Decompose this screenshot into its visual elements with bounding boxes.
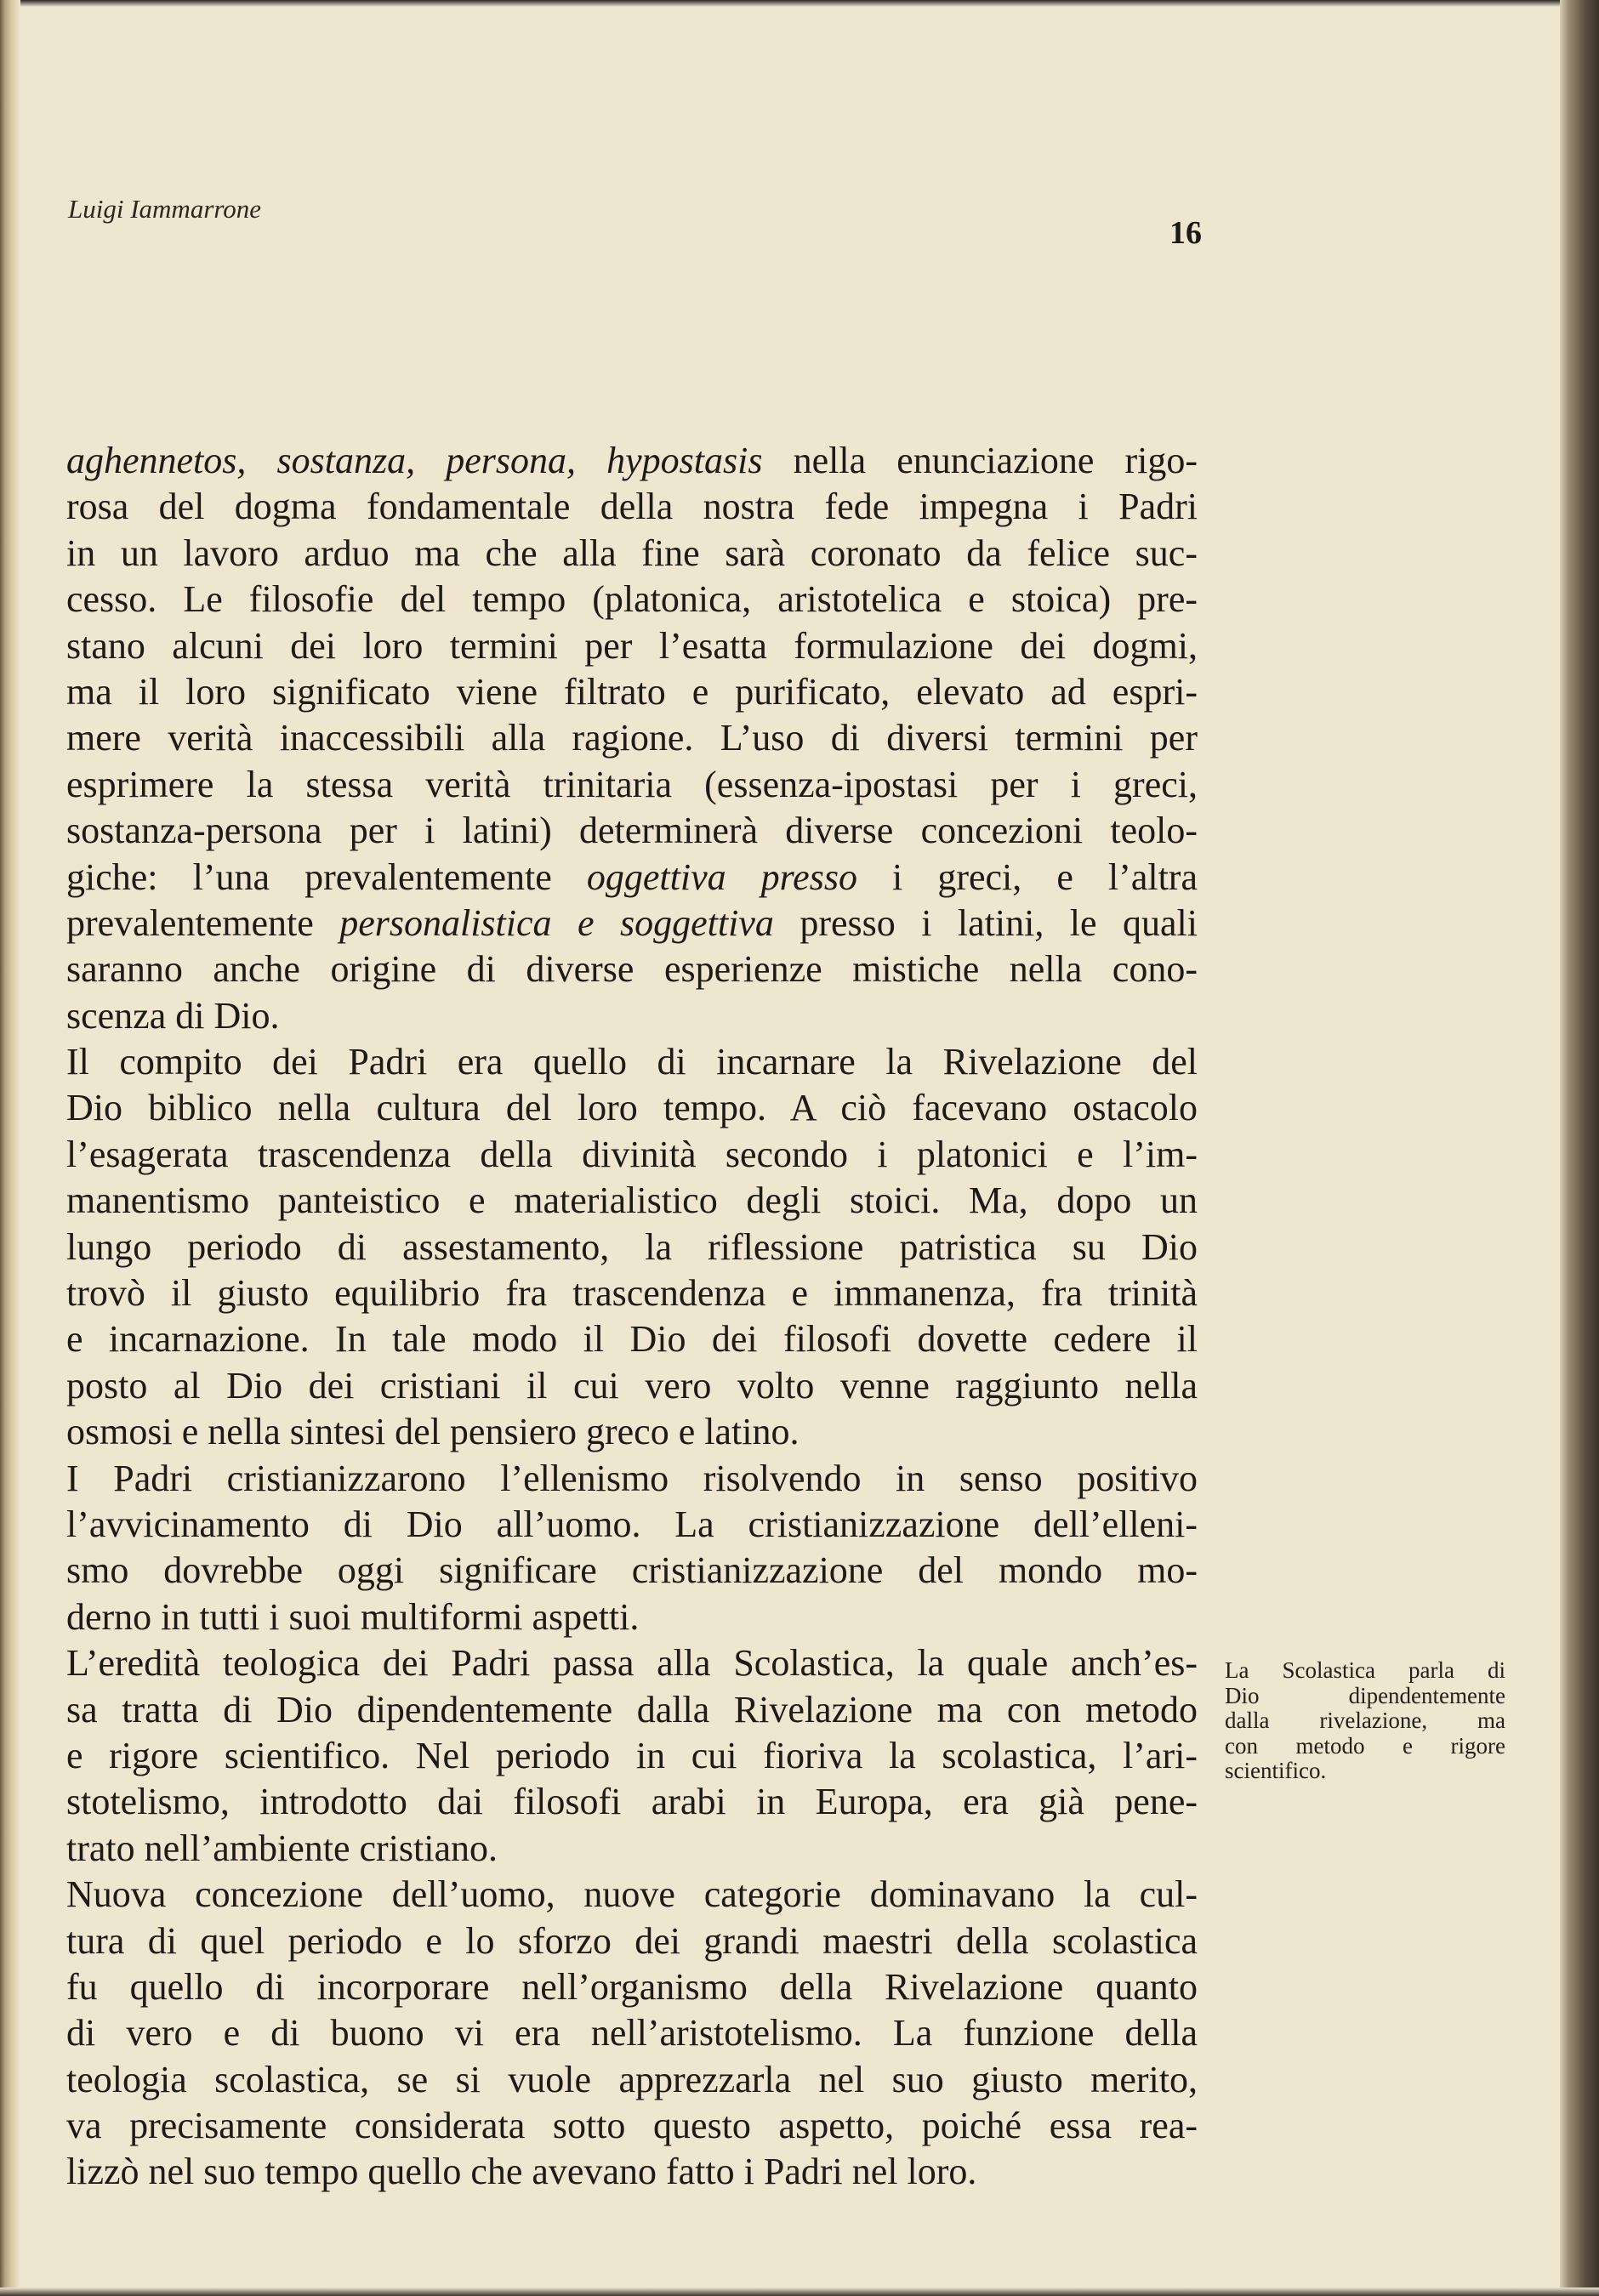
text-segment: I Padri cristianizzarono l’ellenismo risolvendo in senso positivo	[66, 1457, 1198, 1499]
text-segment: teologia scolastica, se si vuole apprezzarla nel suo giusto merito,	[66, 2058, 1198, 2100]
text-line	[66, 762, 1198, 808]
text-line	[66, 1409, 1198, 1455]
text-line	[66, 1039, 1198, 1085]
page-top-edge	[0, 0, 1599, 7]
book-spine-shadow	[0, 0, 20, 2296]
text-segment: va precisamente considerata sotto questo aspetto, poiché essa rea-	[66, 2105, 1198, 2147]
text-segment: scenza di Dio.	[66, 994, 280, 1037]
text-line	[66, 1640, 1198, 1686]
text-segment: stano alcuni dei loro termini per l’esatta formulazione dei dogmi,	[66, 624, 1198, 667]
text-line	[66, 855, 1198, 901]
text-line	[66, 1872, 1198, 1918]
text-segment: lungo periodo di assestamento, la riflessione patristica su Dio	[66, 1225, 1198, 1268]
text-line	[66, 1363, 1198, 1409]
page-bottom-edge	[0, 2287, 1599, 2296]
text-line	[66, 808, 1198, 854]
text-line	[66, 669, 1198, 715]
text-segment: Dio biblico nella cultura del loro tempo. A ciò facevano ostacolo	[66, 1087, 1198, 1129]
text-line	[66, 1594, 1198, 1640]
italic-text-segment: aghennetos, sostanza, persona, hypostasis	[66, 440, 763, 481]
text-line	[66, 1132, 1198, 1178]
text-line	[66, 484, 1198, 530]
page-number: 16	[1169, 215, 1202, 251]
text-segment: nella enunciazione rigo-	[762, 440, 1198, 481]
text-line	[66, 2057, 1198, 2103]
text-segment: Il compito dei Padri era quello di incarnare la Rivelazione del	[66, 1041, 1198, 1083]
text-segment: tura di quel periodo e lo sforzo dei grandi maestri della scolastica	[66, 1919, 1198, 1962]
text-line	[66, 2010, 1198, 2056]
text-line	[66, 946, 1198, 992]
text-segment: l’esagerata trascendenza della divinità secondo i platonici e l’im-	[66, 1133, 1198, 1175]
text-segment: trato nell’ambiente cristiano.	[66, 1827, 498, 1869]
text-segment: rosa del dogma fondamentale della nostra fede impegna i Padri	[66, 486, 1198, 528]
text-segment: ma il loro significato viene filtrato e purificato, elevato ad espri-	[66, 670, 1198, 713]
text-line	[66, 438, 1198, 484]
text-segment: saranno anche origine di diverse esperienze mistiche nella cono-	[66, 948, 1198, 991]
text-line	[66, 715, 1198, 761]
text-segment: sa tratta di Dio dipendentemente dalla Rivelazione ma con metodo	[66, 1688, 1198, 1731]
text-line	[66, 623, 1198, 669]
margin-note-line: con metodo e rigore	[1225, 1732, 1505, 1759]
italic-text-segment: oggettiva presso	[586, 855, 857, 898]
text-segment: prevalentemente	[66, 901, 340, 944]
text-line	[66, 901, 1198, 946]
text-line	[66, 1687, 1198, 1733]
text-segment: in un lavoro arduo ma che alla fine sarà coronato da felice suc-	[66, 531, 1198, 574]
text-line	[66, 531, 1198, 577]
text-segment: fu quello di incorporare nell’organismo della Rivelazione quanto	[66, 1965, 1198, 2008]
text-line	[66, 1225, 1198, 1270]
text-segment: sostanza-persona per i latini) determinerà diverse concezioni teolo-	[66, 810, 1198, 852]
text-line	[66, 1502, 1198, 1548]
margin-note	[1225, 1658, 1505, 1784]
text-segment: L’eredità teologica dei Padri passa alla Scolastica, la quale anch’es-	[66, 1642, 1198, 1685]
text-line	[66, 2103, 1198, 2149]
text-line	[66, 1918, 1198, 1964]
text-segment: derno in tutti i suoi multiformi aspetti.	[66, 1595, 640, 1638]
text-segment: e incarnazione. In tale modo il Dio dei filosofi dovette cedere il	[66, 1318, 1198, 1361]
text-line	[66, 1178, 1198, 1224]
text-segment: manentismo panteistico e materialistico degli stoici. Ma, dopo un	[66, 1179, 1198, 1222]
margin-note-line: dalla rivelazione, ma	[1225, 1708, 1505, 1733]
text-segment: stotelismo, introdotto dai filosofi arabi in Europa, era già pene-	[66, 1781, 1198, 1823]
text-line	[66, 1316, 1198, 1362]
text-line	[66, 2149, 1198, 2195]
text-segment: i greci, e l’altra	[856, 855, 1198, 898]
text-segment: Nuova concezione dell’uomo, nuove categorie dominavano la cul-	[66, 1873, 1198, 1916]
text-segment: posto al Dio dei cristiani il cui vero volto venne raggiunto nella	[66, 1364, 1198, 1407]
text-segment: giche: l’una prevalentemente	[66, 855, 587, 898]
text-line	[66, 577, 1198, 622]
text-line	[66, 1456, 1198, 1502]
text-segment: e rigore scientifico. Nel periodo in cui fioriva la scolastica, l’ari-	[66, 1734, 1198, 1776]
italic-text-segment: personalistica e soggettiva	[339, 901, 774, 944]
text-segment: esprimere la stessa verità trinitaria (essenza-ipostasi per i greci,	[66, 763, 1198, 805]
text-line	[66, 1779, 1198, 1825]
text-segment: osmosi e nella sintesi del pensiero greco e latino.	[66, 1411, 800, 1453]
text-segment: cesso. Le filosofie del tempo (platonica, aristotelica e stoica) pre-	[66, 578, 1198, 621]
text-segment: presso i latini, le quali	[773, 901, 1198, 944]
margin-note-line: scientifico.	[1225, 1758, 1327, 1783]
margin-note-line: Dio dipendentemente	[1225, 1682, 1505, 1708]
text-segment: trovò il giusto equilibrio fra trascendenza e immanenza, fra trinità	[66, 1272, 1198, 1315]
text-segment: mere verità inaccessibili alla ragione. L’uso di diversi termini per	[66, 717, 1198, 759]
text-segment: l’avvicinamento di Dio all’uomo. La cristianizzazione dell’elleni-	[66, 1503, 1198, 1545]
text-segment: di vero e di buono vi era nell’aristotelismo. La funzione della	[66, 2012, 1198, 2054]
text-segment: smo dovrebbe oggi significare cristianizzazione del mondo mo-	[66, 1549, 1198, 1592]
text-line	[66, 1733, 1198, 1779]
body-text	[66, 438, 1198, 2196]
running-head-author: Luigi Iammarrone	[68, 194, 262, 224]
page-right-edge	[1560, 0, 1599, 2296]
text-segment: lizzò nel suo tempo quello che avevano fatto i Padri nel loro.	[66, 2151, 977, 2193]
text-line	[66, 993, 1198, 1039]
text-line	[66, 1964, 1198, 2010]
margin-note-line: La Scolastica parla di	[1225, 1657, 1505, 1683]
text-line	[66, 1826, 1198, 1872]
text-line	[66, 1548, 1198, 1594]
text-line	[66, 1270, 1198, 1316]
text-line	[66, 1085, 1198, 1131]
